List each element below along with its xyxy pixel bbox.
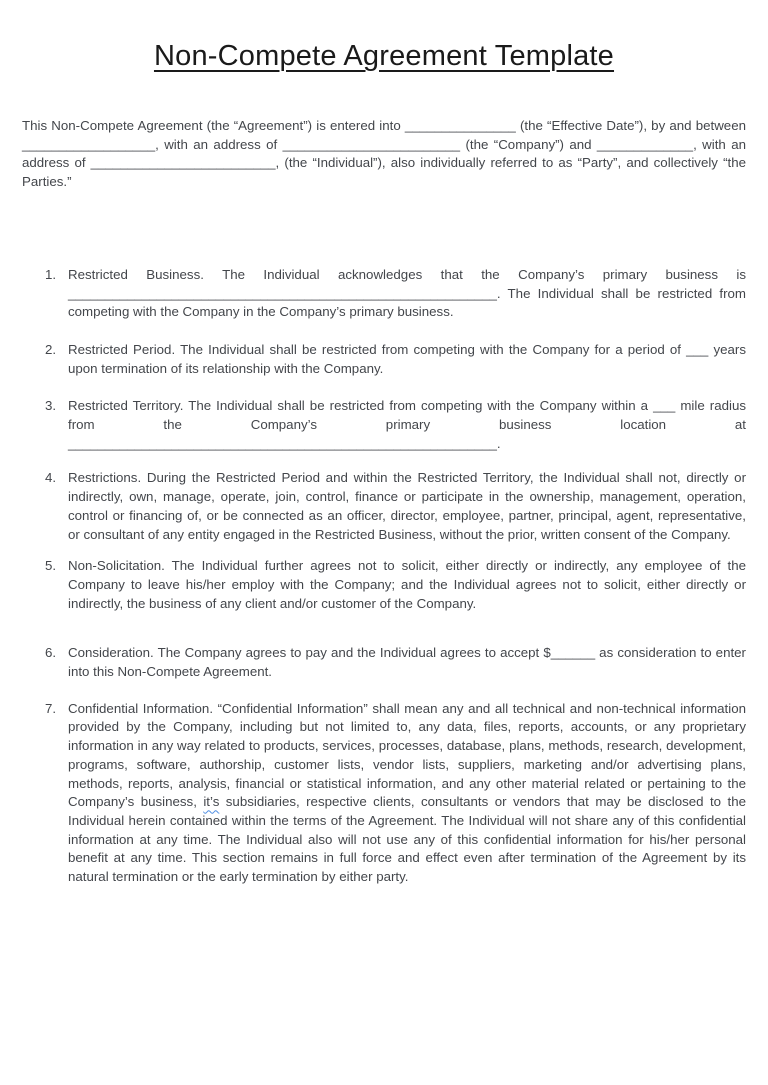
clause-restricted-period <box>22 341 746 378</box>
clause-restrictions <box>22 469 746 544</box>
clause-number: 5. <box>45 558 57 574</box>
clause-restricted-territory <box>22 397 746 453</box>
intro-paragraph: This Non-Compete Agreement (the “Agreement”) is entered into _______________ (the “Effective Date”), by and between __________________, with an address of ________________________ (the “Company”) and _____________, with an address of _________________________, (the “Individual”), also individually referred to as “Party”, and collectively “the Parties.” <box>22 118 746 190</box>
clause-text: Non-Solicitation. The Individual further agrees not to solicit, either directly or indirectly, any employee of the Company to leave his/her employ with the Company; and the Individual agrees not to solicit, either directly or indirectly, the business of any client and/or customer of the Company. <box>68 558 746 611</box>
grammar-flagged-word[interactable]: it’s <box>203 794 220 810</box>
clause-non-solicitation <box>22 557 746 613</box>
document-page <box>0 40 768 1085</box>
clause-number: 1. <box>45 266 57 282</box>
clause-list <box>22 266 746 887</box>
clause-text-segment: Confidential Information. “Confidential Information” shall mean any and all technical and non-technical information provided by the Company, including but not limited to, any data, files, reports, accounts, or any proprietary information in any way related to products, services, processes, database, plans, methods, research, development, programs, software, authorship, customer lists, vendor lists, suppliers, marketing and/or advertising plans, methods, reports, analysis, financial or statistical information, and any other material related or pertaining to the Company’s business, <box>68 700 746 810</box>
clause-text: Restrictions. During the Restricted Period and within the Restricted Territory, the Individual shall not, directly or indirectly, own, manage, operate, join, control, finance or participate in the ownership, management, operation, control or financing of, or be connected as an officer, director, employee, partner, principal, agent, representative, or consultant of any entity engaged in the Restricted Business, without the prior, written consent of the Company. <box>68 470 746 542</box>
clause-text: Restricted Period. The Individual shall be restricted from competing with the Company for a period of ___ years upon termination of its relationship with the Company. <box>68 341 746 376</box>
clause-restricted-business <box>22 266 746 322</box>
clause-number: 4. <box>45 470 57 486</box>
clause-number: 6. <box>45 645 57 661</box>
clause-number: 3. <box>45 398 57 414</box>
clause-text <box>68 701 746 884</box>
clause-text: Restricted Territory. The Individual shall be restricted from competing with the Company within a ___ mile radius from the Company’s primary business location at __________________________________________________________. <box>68 398 746 451</box>
document-title: Non-Compete Agreement Template <box>153 40 615 72</box>
clause-text-segment: subsidiaries, respective clients, consultants or vendors that may be disclosed to the Individual herein contained within the terms of the Agreement. The Individual will not share any of this confidential information at any time. The Individual also will not use any of this confidential information for his/her personal benefit at any time. This section remains in full force and effect even after termination of the Agreement by its natural termination or the early termination by either party. <box>68 794 746 885</box>
clause-consideration <box>22 644 746 681</box>
clause-text: Consideration. The Company agrees to pay and the Individual agrees to accept $______ as consideration to enter into this Non-Compete Agreement. <box>68 645 746 680</box>
clause-confidential-information <box>22 700 746 887</box>
clause-text: Restricted Business. The Individual acknowledges that the Company’s primary business is __________________________________________________________. The Individual shall be restricted from competing with the Company in the Company’s primary business. <box>68 266 746 320</box>
clause-number: 2. <box>45 341 57 357</box>
clause-number: 7. <box>45 700 57 716</box>
